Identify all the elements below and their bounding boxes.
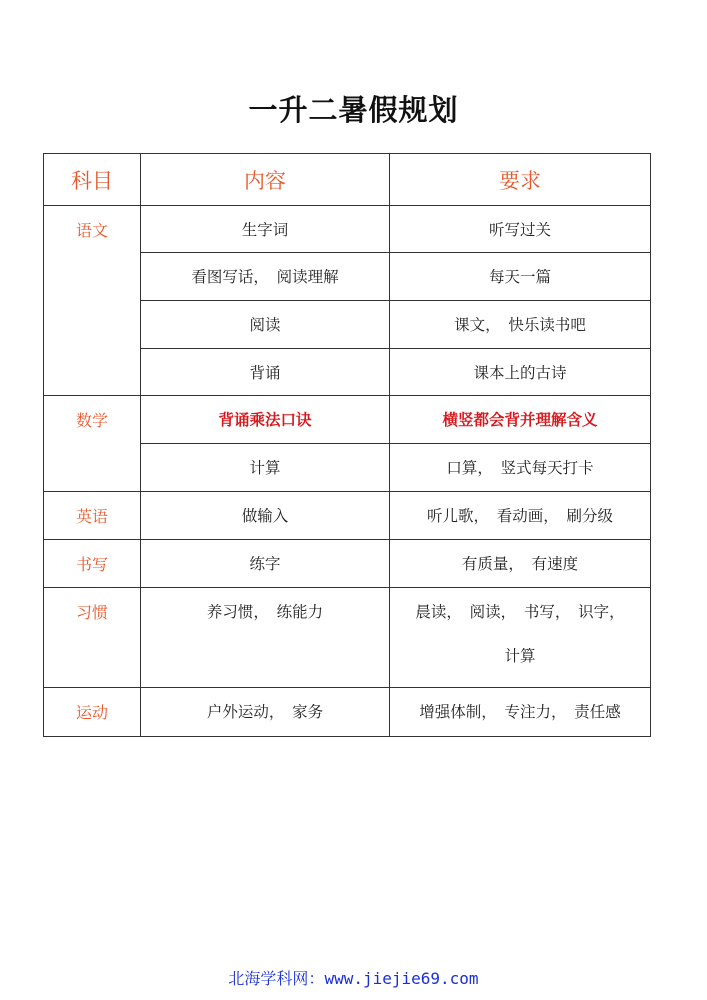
- plan-table: [43, 153, 651, 737]
- content-cell: 生字词: [141, 206, 390, 253]
- requirement-cell: 课本上的古诗: [390, 349, 651, 396]
- content-cell: 练字: [141, 540, 390, 588]
- content-cell: 户外运动， 家务: [141, 688, 390, 737]
- requirement-cell: 口算， 竖式每天打卡: [390, 444, 651, 492]
- requirement-cell: 听写过关: [390, 206, 651, 253]
- content-cell: 做输入: [141, 492, 390, 540]
- requirement-cell: 有质量， 有速度: [390, 540, 651, 588]
- requirement-line1: 晨读， 阅读， 书写， 识字，: [415, 603, 625, 621]
- subject-english: 英语: [44, 492, 141, 540]
- content-cell: 看图写话， 阅读理解: [141, 253, 390, 301]
- header-subject: 科目: [44, 154, 141, 206]
- subject-writing: 书写: [44, 540, 141, 588]
- footer-source: [0, 966, 707, 989]
- requirement-cell: 每天一篇: [390, 253, 651, 301]
- subject-chinese: 语文: [44, 206, 141, 396]
- table-row: [44, 396, 651, 444]
- content-cell: 背诵乘法口诀: [141, 396, 390, 444]
- content-cell: 计算: [141, 444, 390, 492]
- table-header-row: [44, 154, 651, 206]
- table-row: [44, 206, 651, 253]
- table-row: [44, 688, 651, 737]
- footer-url[interactable]: www.jiejie69.com: [324, 969, 479, 988]
- header-requirement: 要求: [390, 154, 651, 206]
- subject-math: 数学: [44, 396, 141, 492]
- requirement-cell: 听儿歌， 看动画， 刷分级: [390, 492, 651, 540]
- page-title: 一升二暑假规划: [248, 93, 459, 127]
- requirement-cell: 横竖都会背并理解含义: [390, 396, 651, 444]
- requirement-cell: 增强体制， 专注力， 责任感: [390, 688, 651, 737]
- requirement-cell: 课文， 快乐读书吧: [390, 301, 651, 349]
- content-cell: 养习惯， 练能力: [141, 588, 390, 688]
- header-content: 内容: [141, 154, 390, 206]
- content-cell: 背诵: [141, 349, 390, 396]
- subject-exercise: 运动: [44, 688, 141, 737]
- footer-label: 北海学科网：: [228, 969, 325, 988]
- table-row: [44, 492, 651, 540]
- requirement-line2: 计算: [504, 647, 536, 665]
- table-row: [44, 588, 651, 688]
- table-row: [44, 540, 651, 588]
- requirement-cell: [390, 588, 651, 688]
- subject-habits: 习惯: [44, 588, 141, 688]
- content-cell: 阅读: [141, 301, 390, 349]
